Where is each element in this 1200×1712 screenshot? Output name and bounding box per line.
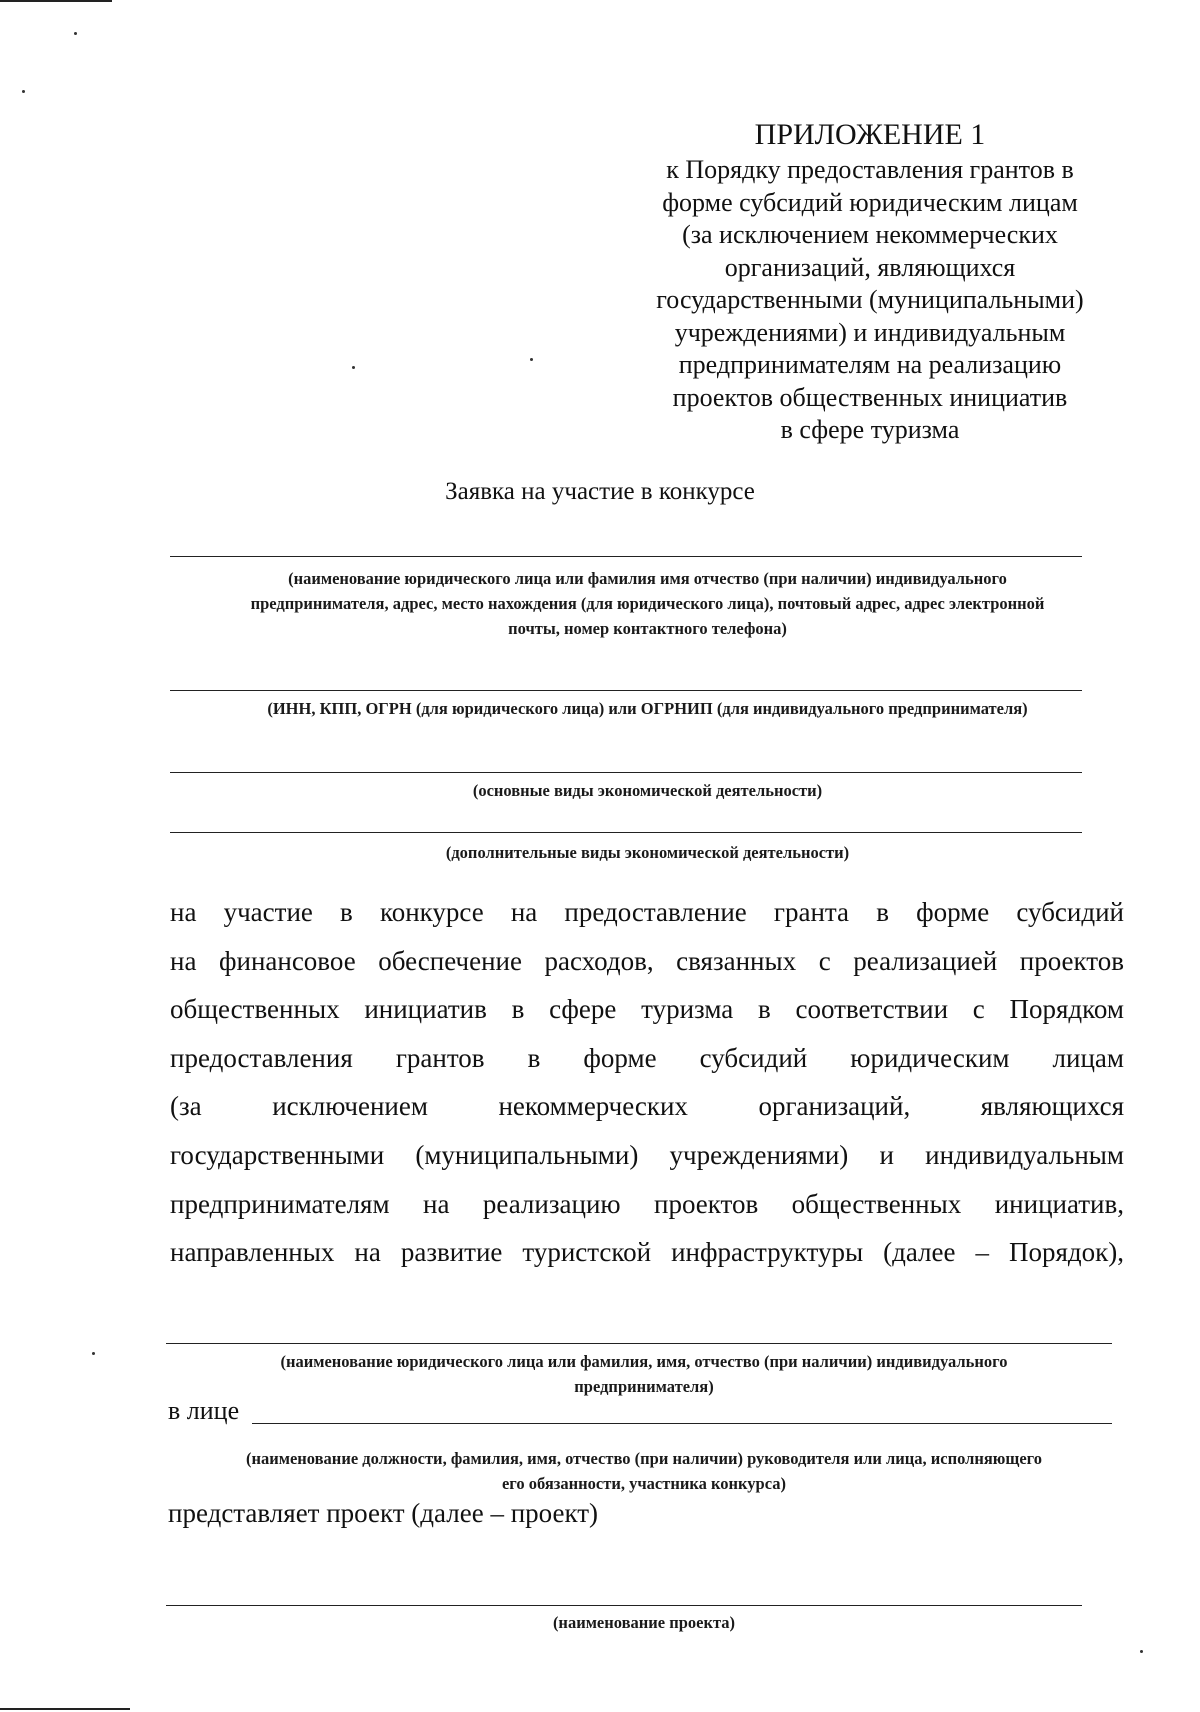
appendix-line: (за исключением некоммерческих: [682, 220, 1058, 249]
name-fill-line[interactable]: [166, 1343, 1112, 1344]
presents-project-label: представляет проект (далее – проект): [168, 1498, 599, 1528]
appendix-line: к Порядку предоставления грантов в: [666, 155, 1074, 184]
scan-speck: [1140, 1650, 1143, 1653]
body-line: предпринимателям на реализацию проектов общественных инициатив,: [170, 1188, 1124, 1219]
form-heading: Заявка на участие в конкурсе: [445, 478, 755, 505]
scan-speck: [352, 366, 355, 369]
body-line: (за исключением некоммерческих организаций, являющихся: [170, 1091, 1124, 1122]
caption-line: (наименование должности, фамилия, имя, отчество (при наличии) руководителя или лица, исполняющего: [245, 1449, 1042, 1468]
project-caption: (наименование проекта): [552, 1613, 736, 1632]
main-activities-fill-line[interactable]: [170, 772, 1082, 773]
scan-speck: [22, 90, 25, 93]
body-line: государственными (муниципальными) учреждениями) и индивидуальным: [170, 1139, 1124, 1170]
body-line: на финансовое обеспечение расходов, связанных с реализацией проектов: [170, 945, 1124, 976]
in-person-fill-line[interactable]: [252, 1423, 1112, 1424]
main-activities-caption: (основные виды экономической деятельности): [472, 781, 823, 800]
scan-speck: [92, 1352, 95, 1355]
body-line: на участие в конкурсе на предоставление гранта в форме субсидий: [170, 897, 1124, 927]
scan-edge-mark: [0, 0, 112, 2]
appendix-line: предпринимателям на реализацию: [678, 350, 1062, 379]
appendix-line: форме субсидий юридическим лицам: [662, 187, 1078, 217]
project-fill-line[interactable]: [166, 1605, 1082, 1606]
body-line: общественных инициатив в сфере туризма в соответствии с Порядком: [170, 994, 1124, 1025]
appendix-title: ПРИЛОЖЕНИЕ 1: [754, 118, 986, 151]
caption-line: предпринимателя, адрес, место нахождения (для юридического лица), почтовый адрес, адрес электронной: [250, 594, 1045, 613]
caption-line: предпринимателя): [574, 1377, 714, 1396]
extra-activities-fill-line[interactable]: [170, 832, 1082, 833]
caption-line: (наименование юридического лица или фамилия, имя, отчество (при наличии) индивидуального: [280, 1352, 1008, 1371]
name-caption: [166, 1349, 1122, 1399]
scan-edge-mark: [0, 1708, 130, 1710]
ids-caption: (ИНН, КПП, ОГРН (для юридического лица) или ОГРНИП (для индивидуального предпринимателя): [267, 699, 1028, 718]
in-person-label: в лице: [168, 1396, 240, 1425]
caption-line: (наименование юридического лица или фамилия имя отчество (при наличии) индивидуального: [288, 569, 1007, 588]
applicant-caption: [170, 566, 1125, 641]
caption-line: почты, номер контактного телефона): [508, 619, 787, 638]
position-caption: [166, 1446, 1122, 1496]
appendix-line: государственными (муниципальными): [656, 285, 1084, 314]
caption-line: его обязанности, участника конкурса): [501, 1474, 787, 1493]
scan-speck: [530, 358, 533, 361]
appendix-block: [630, 116, 1110, 447]
applicant-fill-line[interactable]: [170, 556, 1082, 557]
appendix-line: проектов общественных инициатив: [672, 382, 1068, 412]
scan-speck: [74, 32, 77, 35]
ids-fill-line[interactable]: [170, 690, 1082, 691]
appendix-line: в сфере туризма: [780, 415, 960, 444]
body-line: направленных на развитие туристской инфраструктуры (далее – Порядок),: [170, 1237, 1124, 1268]
extra-activities-caption: (дополнительные виды экономической деятельности): [445, 843, 850, 862]
body-line: предоставления грантов в форме субсидий юридическим лицам: [170, 1042, 1124, 1073]
appendix-line: организаций, являющихся: [724, 252, 1016, 282]
body-paragraph: [170, 888, 1124, 1277]
appendix-line: учреждениями) и индивидуальным: [674, 317, 1066, 347]
